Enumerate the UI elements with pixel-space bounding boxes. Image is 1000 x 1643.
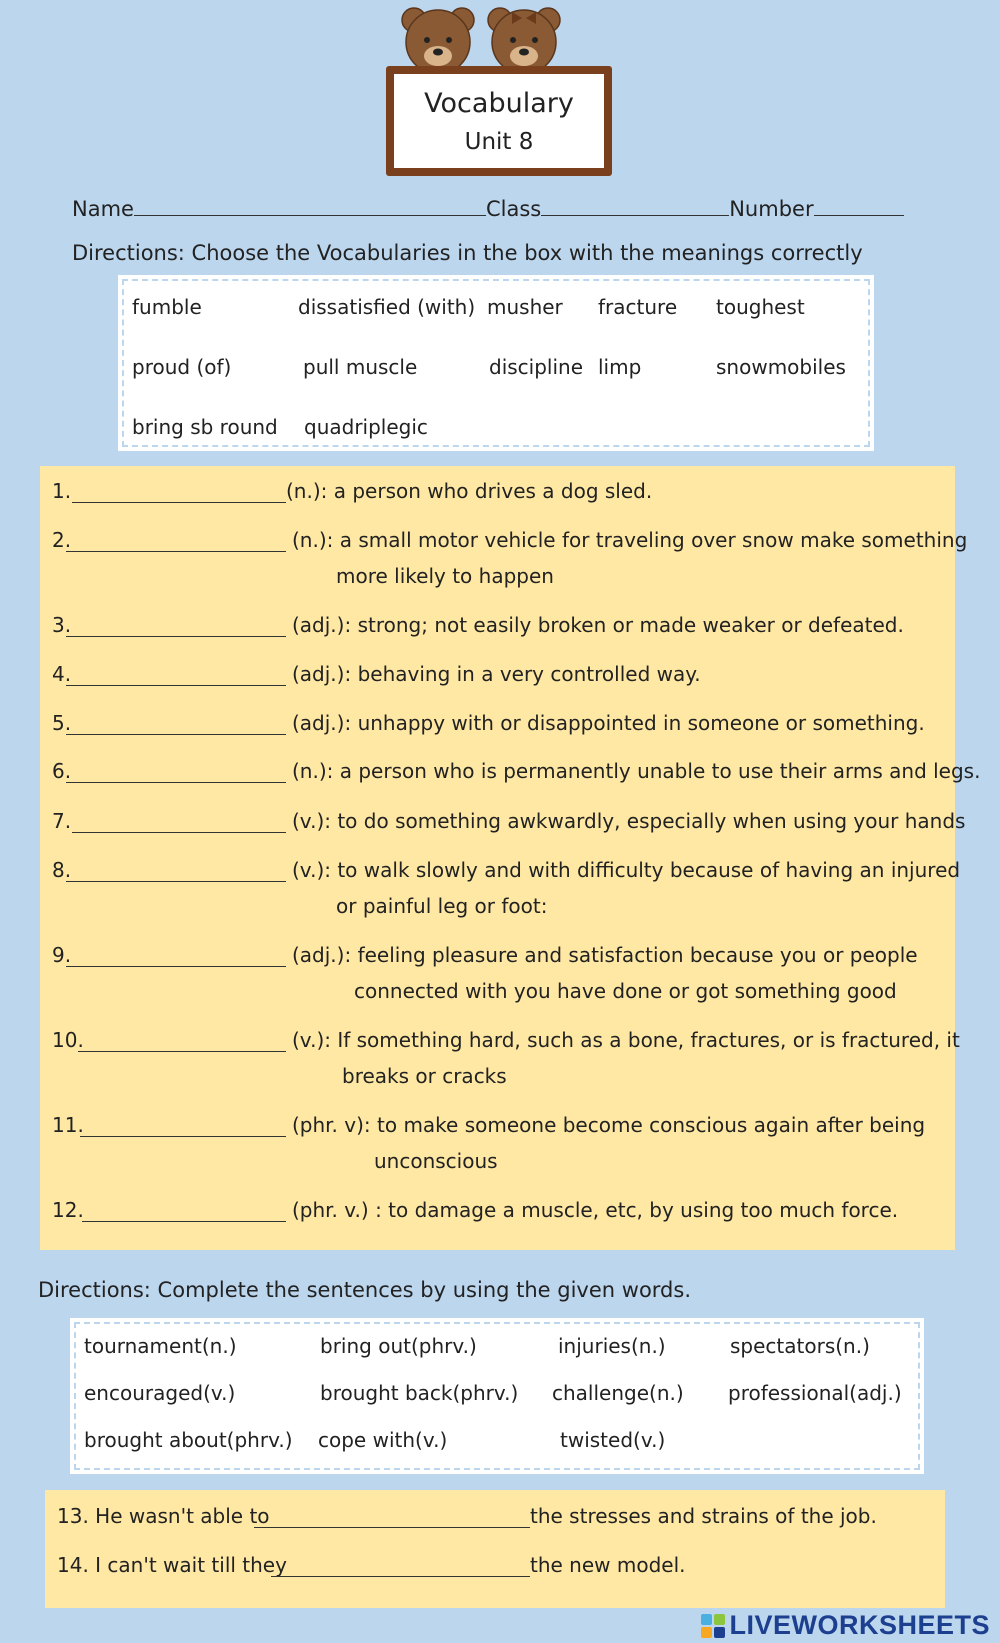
item-number: 7. [52, 809, 72, 833]
answer-blank-1[interactable] [72, 502, 286, 503]
sentence-start: 14. I can't wait till they [57, 1553, 287, 1577]
answer-blank-14[interactable] [271, 1576, 530, 1577]
answer-blank-4[interactable] [66, 685, 286, 686]
word-bank-item: professional(adj.) [728, 1381, 902, 1405]
item-number: 4. [52, 662, 72, 686]
word-bank-item: discipline [489, 355, 584, 379]
definition-continued: connected with you have done or got something good [354, 979, 897, 1003]
matching-exercise-panel [40, 466, 981, 1250]
class-field[interactable] [541, 195, 729, 216]
student-info-row [72, 195, 904, 221]
word-bank-item: snowmobiles [716, 355, 846, 379]
definition: (n.): a person who drives a dog sled. [286, 479, 653, 503]
word-bank-item: injuries(n.) [558, 1334, 666, 1358]
word-bank-2 [70, 1318, 924, 1474]
definition: (adj.): behaving in a very controlled way. [292, 662, 701, 686]
item-number: 5. [52, 711, 72, 735]
answer-blank-12[interactable] [82, 1221, 286, 1222]
name-label: Name [72, 197, 134, 221]
item-number: 3. [52, 613, 72, 637]
word-bank-item: bring sb round [132, 415, 278, 439]
logo-grid-icon [701, 1614, 725, 1638]
definition: (v.): to walk slowly and with difficulty because of having an injured [292, 858, 961, 882]
word-bank-item: tournament(n.) [84, 1334, 237, 1358]
word-bank-item: brought back(phrv.) [320, 1381, 519, 1405]
item-number: 2. [52, 528, 72, 552]
definition: (adj.): unhappy with or disappointed in someone or something. [292, 711, 925, 735]
definition: (adj.): strong; not easily broken or made weaker or defeated. [292, 613, 904, 637]
item-number: 1. [52, 479, 72, 503]
word-bank-item: twisted(v.) [560, 1428, 666, 1452]
word-bank-item: toughest [716, 295, 805, 319]
answer-blank-10[interactable] [78, 1051, 286, 1052]
answer-blank-8[interactable] [66, 881, 286, 882]
word-bank-item: dissatisfied (with) [298, 295, 476, 319]
word-bank-item: challenge(n.) [552, 1381, 684, 1405]
page-title: Vocabulary [424, 87, 574, 119]
section1-directions: Directions: Choose the Vocabularies in the box with the meanings correctly [72, 241, 863, 265]
answer-blank-6[interactable] [66, 782, 286, 783]
answer-blank-3[interactable] [66, 636, 286, 637]
item-number: 6. [52, 759, 72, 783]
word-bank-item: musher [487, 295, 563, 319]
word-bank-item: fumble [132, 295, 202, 319]
word-bank-item: spectators(n.) [730, 1334, 870, 1358]
word-bank-item: quadriplegic [304, 415, 428, 439]
word-bank-item: fracture [598, 295, 678, 319]
definition-continued: unconscious [374, 1149, 498, 1173]
title-sign [386, 66, 612, 176]
answer-blank-5[interactable] [66, 734, 286, 735]
word-bank-item: cope with(v.) [318, 1428, 448, 1452]
item-number: 11. [52, 1113, 84, 1137]
section2-directions: Directions: Complete the sentences by using the given words. [38, 1278, 691, 1302]
definition: (phr. v): to make someone become conscious again after being [292, 1113, 926, 1137]
definition-continued: or painful leg or foot: [336, 894, 548, 918]
sentence-exercise-panel [45, 1490, 945, 1608]
answer-blank-9[interactable] [66, 966, 286, 967]
sentence-end: the new model. [530, 1553, 686, 1577]
definition-continued: breaks or cracks [342, 1064, 507, 1088]
definition: (n.): a person who is permanently unable to use their arms and legs. [292, 759, 981, 783]
definition: (adj.): feeling pleasure and satisfaction because you or people [292, 943, 918, 967]
number-field[interactable] [814, 195, 904, 216]
name-field[interactable] [134, 195, 486, 216]
answer-blank-7[interactable] [72, 832, 286, 833]
answer-blank-13[interactable] [254, 1527, 530, 1528]
liveworksheets-logo[interactable] [701, 1610, 990, 1641]
definition: (phr. v.) : to damage a muscle, etc, by using too much force. [292, 1198, 899, 1222]
item-number: 9. [52, 943, 72, 967]
sentence-start: 13. He wasn't able to [57, 1504, 270, 1528]
definition: (v.): If something hard, such as a bone, fractures, or is fractured, it [292, 1028, 960, 1052]
sentence-end: the stresses and strains of the job. [530, 1504, 877, 1528]
word-bank-item: brought about(phrv.) [84, 1428, 293, 1452]
word-bank-item: proud (of) [132, 355, 232, 379]
word-bank-item: encouraged(v.) [84, 1381, 236, 1405]
answer-blank-2[interactable] [66, 551, 286, 552]
unit-label: Unit 8 [464, 128, 534, 155]
definition-continued: more likely to happen [336, 564, 554, 588]
word-bank-item: pull muscle [303, 355, 418, 379]
logo-text: LIVEWORKSHEETS [729, 1610, 990, 1640]
word-bank-1 [118, 275, 874, 451]
item-number: 10. [52, 1028, 84, 1052]
definition: (v.): to do something awkwardly, especially when using your hands [292, 809, 966, 833]
item-number: 12. [52, 1198, 84, 1222]
word-bank-item: bring out(phrv.) [320, 1334, 477, 1358]
answer-blank-11[interactable] [80, 1136, 286, 1137]
definition: (n.): a small motor vehicle for traveling over snow make something [292, 528, 968, 552]
word-bank-item: limp [598, 355, 642, 379]
class-label: Class [485, 197, 542, 221]
number-label: Number [729, 197, 814, 221]
item-number: 8. [52, 858, 72, 882]
